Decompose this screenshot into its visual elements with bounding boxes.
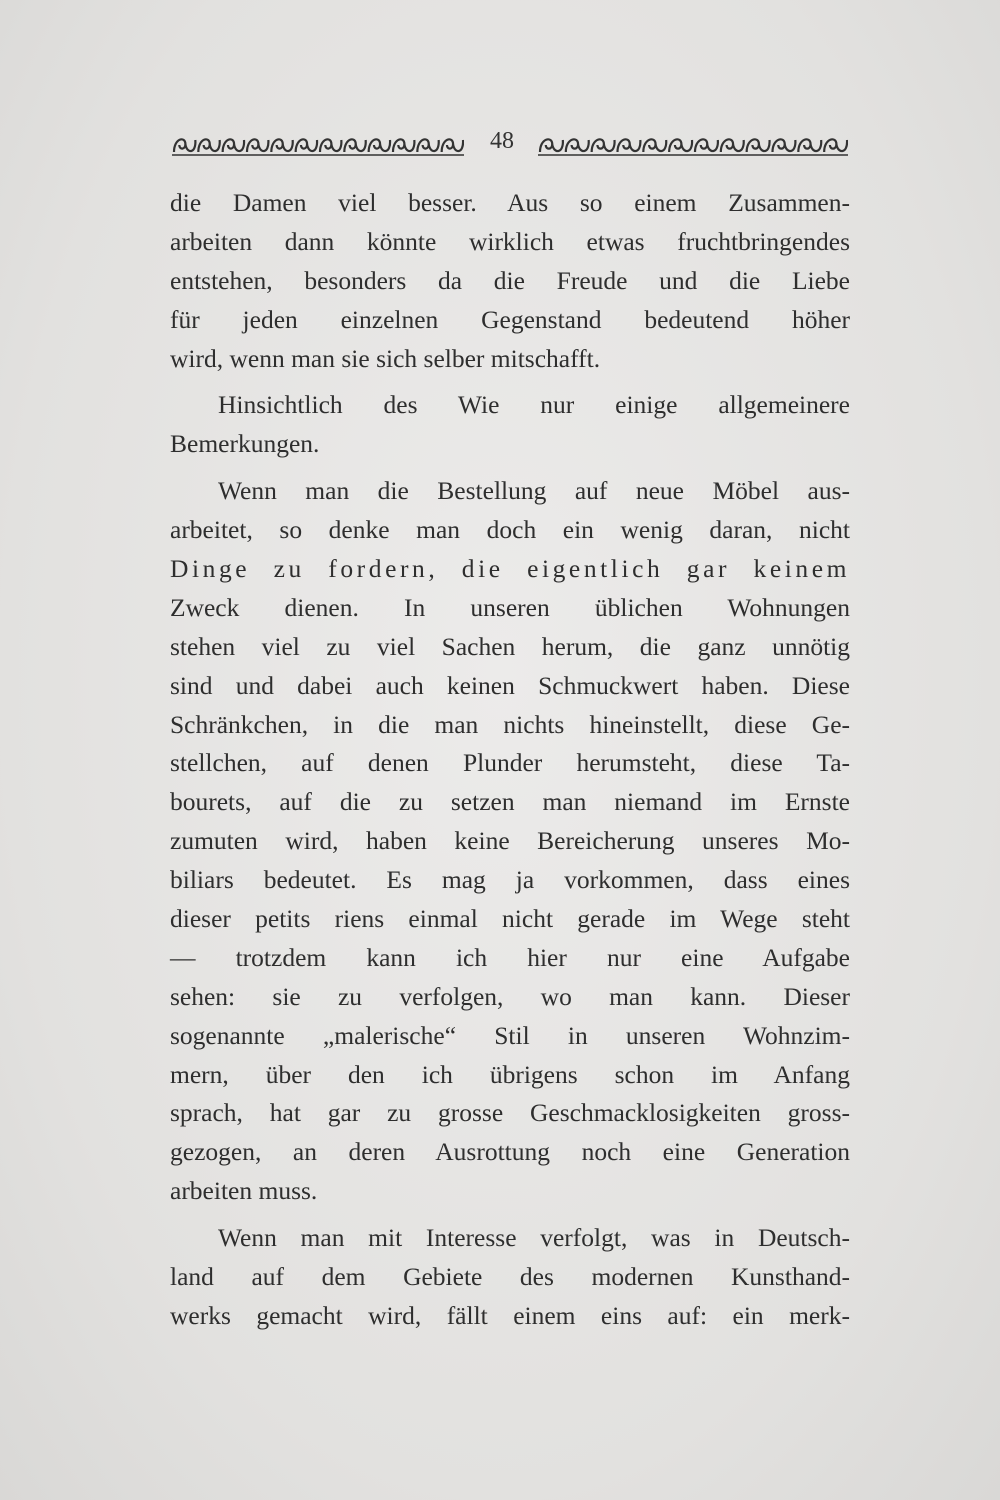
text-line: sogenannte „malerische“ Stil in unseren Wohnzim-: [170, 1020, 850, 1050]
ornament-scroll: [669, 139, 692, 152]
text-line: für jeden einzelnen Gegenstand bedeutend höher: [170, 304, 850, 334]
text-line: dieser petits riens einmal nicht gerade im Wege steht: [170, 904, 850, 934]
ornament-scroll: [695, 139, 718, 152]
text-line: arbeiten muss.: [170, 1176, 318, 1206]
text-line: arbeiten dann könnte wirklich etwas fruchtbringendes: [170, 226, 850, 256]
text-line: stellchen, auf denen Plunder herumsteht, diese Ta-: [170, 748, 850, 778]
text-line: Wenn man die Bestellung auf neue Möbel aus-: [218, 476, 850, 506]
text-line: land auf dem Gebiete des modernen Kunsthand-: [170, 1262, 850, 1292]
ornament-scroll: [773, 139, 796, 152]
text-line: wird, wenn man sie sich selber mitschafft.: [170, 343, 601, 373]
ornament-scroll: [540, 139, 563, 152]
ornament-scroll: [747, 139, 770, 152]
text-line: entstehen, besonders da die Freude und die Liebe: [170, 265, 850, 295]
ornament-scroll: [566, 139, 589, 152]
page-number: 48: [490, 128, 514, 154]
text-line: Hinsichtlich des Wie nur einige allgemeinere: [218, 390, 850, 420]
body-text: [170, 184, 850, 1336]
ornament-scroll: [798, 139, 821, 152]
text-line: bourets, auf die zu setzen man niemand im Ernste: [170, 787, 850, 817]
ornament-scroll: [417, 139, 438, 152]
ornament-scroll: [442, 139, 463, 152]
ornament-scroll: [223, 139, 244, 152]
text-line: biliars bedeutet. Es mag ja vorkommen, dass eines: [170, 865, 850, 895]
ornament-scroll: [247, 139, 268, 152]
ornament-scroll: [393, 139, 414, 152]
ornament-scroll: [344, 139, 365, 152]
ornament-scroll: [592, 139, 615, 152]
ornament-scroll: [198, 139, 219, 152]
ornament-scroll: [824, 139, 847, 152]
ornament-border-right: [538, 132, 848, 158]
text-line: Bemerkungen.: [170, 429, 320, 459]
ornament-scroll: [643, 139, 666, 152]
ornament-scroll: [271, 139, 292, 152]
paragraph: [170, 386, 850, 464]
text-line: werks gemacht wird, fällt einem eins auf: ein merk-: [170, 1300, 850, 1330]
text-line: stehen viel zu viel Sachen herum, die ganz unnötig: [170, 631, 850, 661]
text-line: zumuten wird, haben keine Bereicherung unseres Mo-: [170, 826, 850, 856]
text-line: gezogen, an deren Ausrottung noch eine Generation: [170, 1137, 850, 1167]
text-line: Zweck dienen. In unseren üblichen Wohnungen: [170, 592, 850, 622]
text-line: sehen: sie zu verfolgen, wo man kann. Dieser: [170, 981, 850, 1011]
text-line: Dinge zu fordern, die eigentlich gar keinem: [170, 554, 850, 584]
text-line: mern, über den ich übrigens schon im Anfang: [170, 1059, 850, 1089]
text-line: Schränkchen, in die man nichts hineinstellt, diese Ge-: [170, 709, 850, 739]
ornament-scroll: [320, 139, 341, 152]
text-line: die Damen viel besser. Aus so einem Zusammen-: [170, 188, 850, 217]
paragraph: [170, 1219, 850, 1336]
ornament-scroll: [618, 139, 641, 152]
ornament-scroll: [296, 139, 317, 152]
paragraph: [170, 472, 850, 1211]
text-line: Wenn man mit Interesse verfolgt, was in Deutsch-: [218, 1223, 850, 1253]
ornament-scroll: [369, 139, 390, 152]
text-line: — trotzdem kann ich hier nur eine Aufgabe: [170, 942, 850, 972]
text-line: sind und dabei auch keinen Schmuckwert haben. Diese: [170, 670, 850, 700]
text-line: arbeitet, so denke man doch ein wenig daran, nicht: [170, 515, 850, 545]
ornament-scroll: [721, 139, 744, 152]
ornament-border-left: [172, 132, 464, 158]
ornament-scroll: [174, 139, 195, 152]
running-head: [172, 128, 848, 162]
paragraph: [170, 184, 850, 378]
text-line: sprach, hat gar zu grosse Geschmacklosigkeiten gross-: [170, 1098, 850, 1128]
